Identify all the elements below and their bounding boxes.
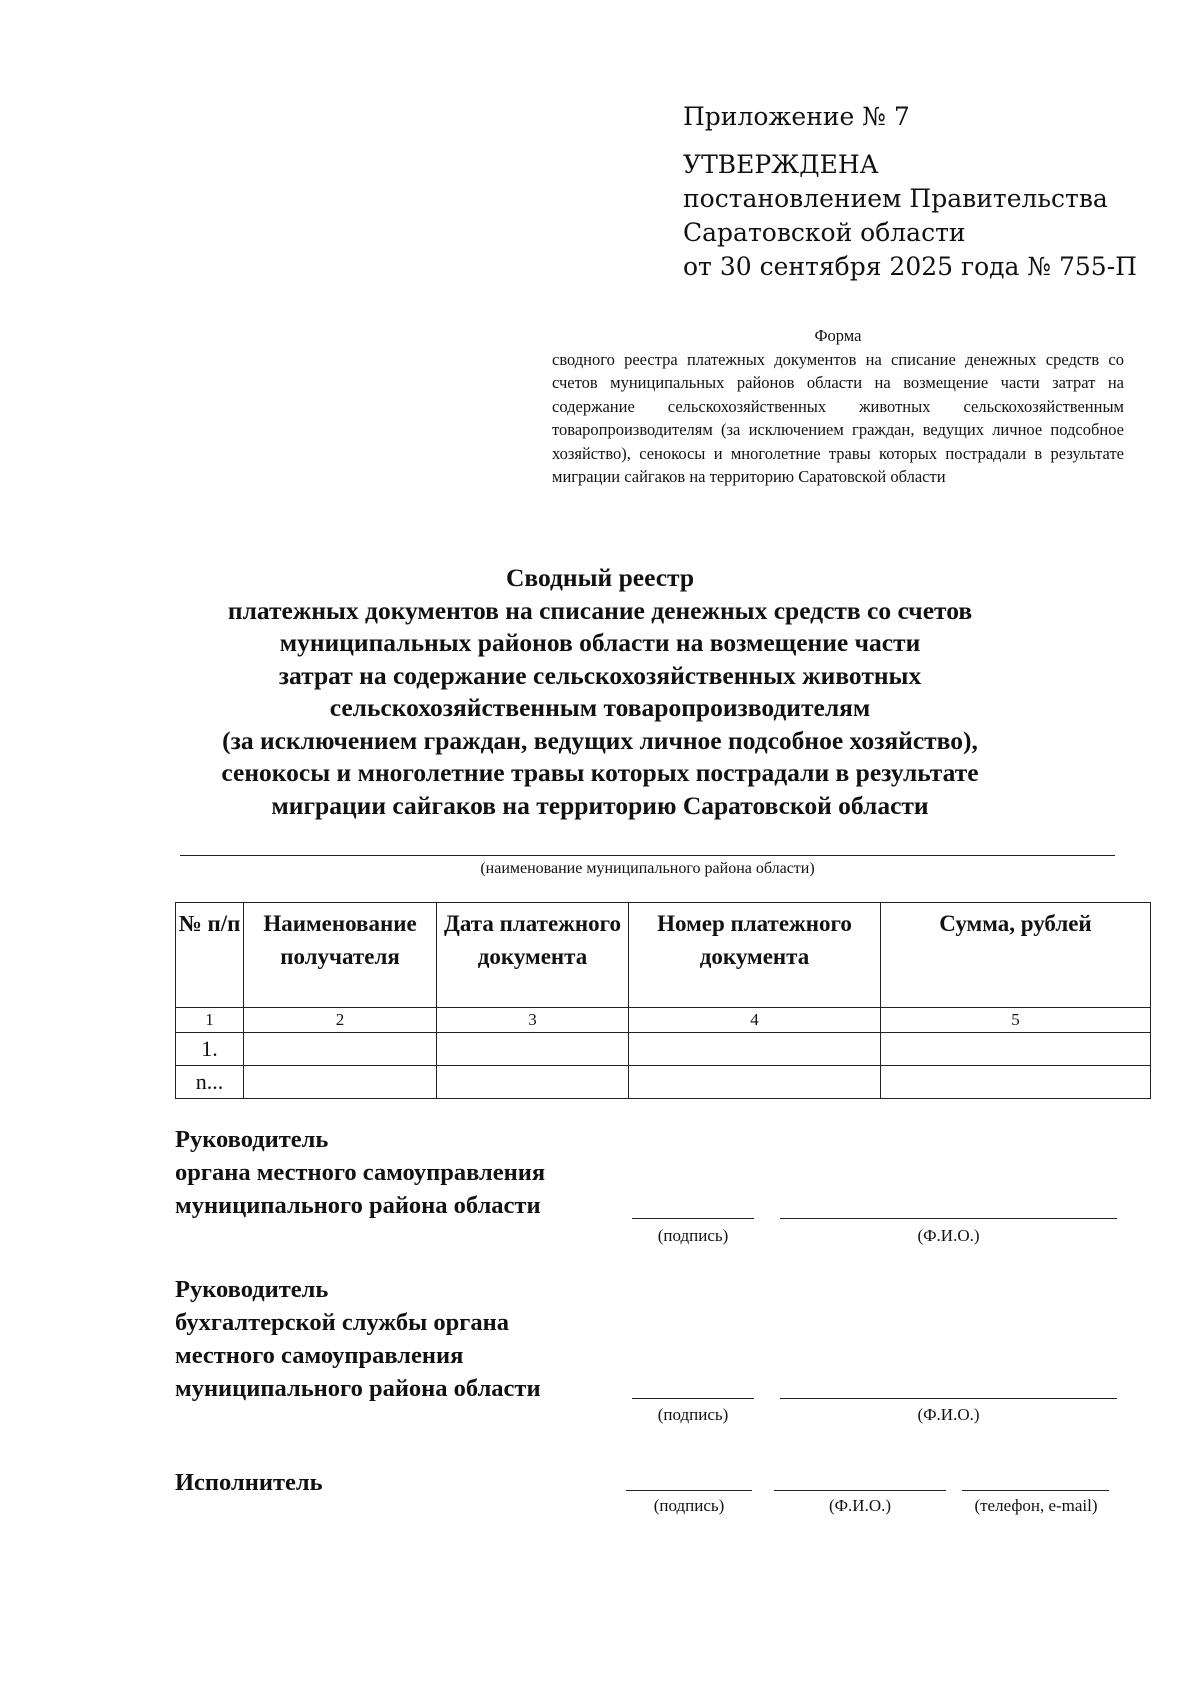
approval-block xyxy=(683,100,1143,284)
signer-line: Руководитель xyxy=(175,1126,329,1153)
accounting-name-line[interactable] xyxy=(780,1398,1117,1399)
date-cell[interactable] xyxy=(437,1066,629,1099)
signer-line: органа местного самоуправления xyxy=(175,1159,546,1186)
row-number-cell: n... xyxy=(176,1066,244,1099)
signer-line: муниципального района области xyxy=(175,1192,541,1219)
row-number-cell: 1. xyxy=(176,1033,244,1066)
accounting-name-label: (Ф.И.О.) xyxy=(917,1405,980,1424)
appendix-number: Приложение № 7 xyxy=(683,102,910,131)
signer-line: бухгалтерской службы органа xyxy=(175,1309,509,1336)
accounting-signature-line[interactable] xyxy=(632,1398,754,1399)
approved-stamp-text: УТВЕРЖДЕНА xyxy=(683,150,879,179)
executor-contact-label: (телефон, e-mail) xyxy=(974,1496,1098,1515)
amount-cell[interactable] xyxy=(881,1033,1151,1066)
form-description-block xyxy=(552,324,1124,489)
table-row xyxy=(176,1066,1151,1099)
title-line: (за исключением граждан, ведущих личное подсобное хозяйство), xyxy=(222,725,978,755)
document-title xyxy=(150,562,1050,822)
head-name-label: (Ф.И.О.) xyxy=(917,1226,980,1245)
executor-name-label: (Ф.И.О.) xyxy=(828,1496,892,1515)
executor-signature-line[interactable] xyxy=(626,1490,752,1491)
doc-number-cell[interactable] xyxy=(629,1066,881,1099)
head-signature-label: (подпись) xyxy=(657,1226,729,1245)
accounting-signature-label: (подпись) xyxy=(657,1405,729,1424)
executor-name-line[interactable] xyxy=(774,1490,946,1491)
signer-line: Руководитель xyxy=(175,1276,329,1303)
doc-number-cell[interactable] xyxy=(629,1033,881,1066)
signer-line: муниципального района области xyxy=(175,1375,541,1402)
table-row xyxy=(176,1033,1151,1066)
amount-cell[interactable] xyxy=(881,1066,1151,1099)
head-signature-line[interactable] xyxy=(632,1218,754,1219)
form-title: Форма xyxy=(814,326,862,345)
recipient-cell[interactable] xyxy=(244,1033,437,1066)
executor-signer-title xyxy=(175,1466,645,1499)
date-cell[interactable] xyxy=(437,1033,629,1066)
column-number: 2 xyxy=(244,1008,437,1033)
column-number: 1 xyxy=(176,1008,244,1033)
title-line: Сводный реестр xyxy=(505,563,695,592)
column-number: 4 xyxy=(629,1008,881,1033)
signer-line: Исполнитель xyxy=(175,1469,323,1496)
approved-by-line-1: постановлением Правительства xyxy=(683,184,1108,213)
title-line: сельскохозяйственным товаропроизводителям xyxy=(329,693,871,722)
registry-table xyxy=(175,902,1151,1099)
column-header-date: Дата платежного документа xyxy=(437,903,629,1008)
column-header-number: № п/п xyxy=(176,903,244,1008)
title-line: затрат на содержание сельскохозяйственных животных xyxy=(278,660,922,690)
head-name-line[interactable] xyxy=(780,1218,1117,1219)
title-line: платежных документов на списание денежных средств со счетов xyxy=(227,595,973,625)
executor-contact-line[interactable] xyxy=(962,1490,1109,1491)
recipient-cell[interactable] xyxy=(244,1066,437,1099)
column-header-doc-number: Номер платежного документа xyxy=(629,903,881,1008)
column-numbers-row xyxy=(176,1008,1151,1033)
district-name-caption: (наименование муниципального района области) xyxy=(480,860,815,877)
district-name-line[interactable] xyxy=(180,855,1115,856)
table-header-row xyxy=(176,903,1151,1008)
form-description: сводного реестра платежных документов на списание денежных средств со счетов муниципальных районов области на возмещение части затрат на содержание сельскохозяйственных животных сельскохозяйственным товаропроизводителям (за исключением граждан, ведущих личное подсобное хозяйство), сенокосы и многолетние травы которых пострадали в результате миграции сайгаков на территорию Саратовской области xyxy=(552,349,1124,486)
approved-by-line-2: Саратовской области xyxy=(683,218,966,247)
title-line: миграции сайгаков на территорию Саратовской области xyxy=(271,790,929,820)
column-header-amount: Сумма, рублей xyxy=(881,903,1151,1008)
column-header-recipient: Наименование получателя xyxy=(244,903,437,1008)
approved-by-line-3: от 30 сентября 2025 года № 755-П xyxy=(683,252,1137,281)
title-line: муниципальных районов области на возмещение части xyxy=(279,628,921,657)
accounting-signer-title xyxy=(175,1273,645,1405)
column-number: 3 xyxy=(437,1008,629,1033)
head-signer-title xyxy=(175,1123,645,1222)
title-line: сенокосы и многолетние травы которых пострадали в результате xyxy=(221,758,979,787)
signer-line: местного самоуправления xyxy=(175,1342,464,1369)
executor-signature-label: (подпись) xyxy=(653,1496,725,1515)
column-number: 5 xyxy=(881,1008,1151,1033)
